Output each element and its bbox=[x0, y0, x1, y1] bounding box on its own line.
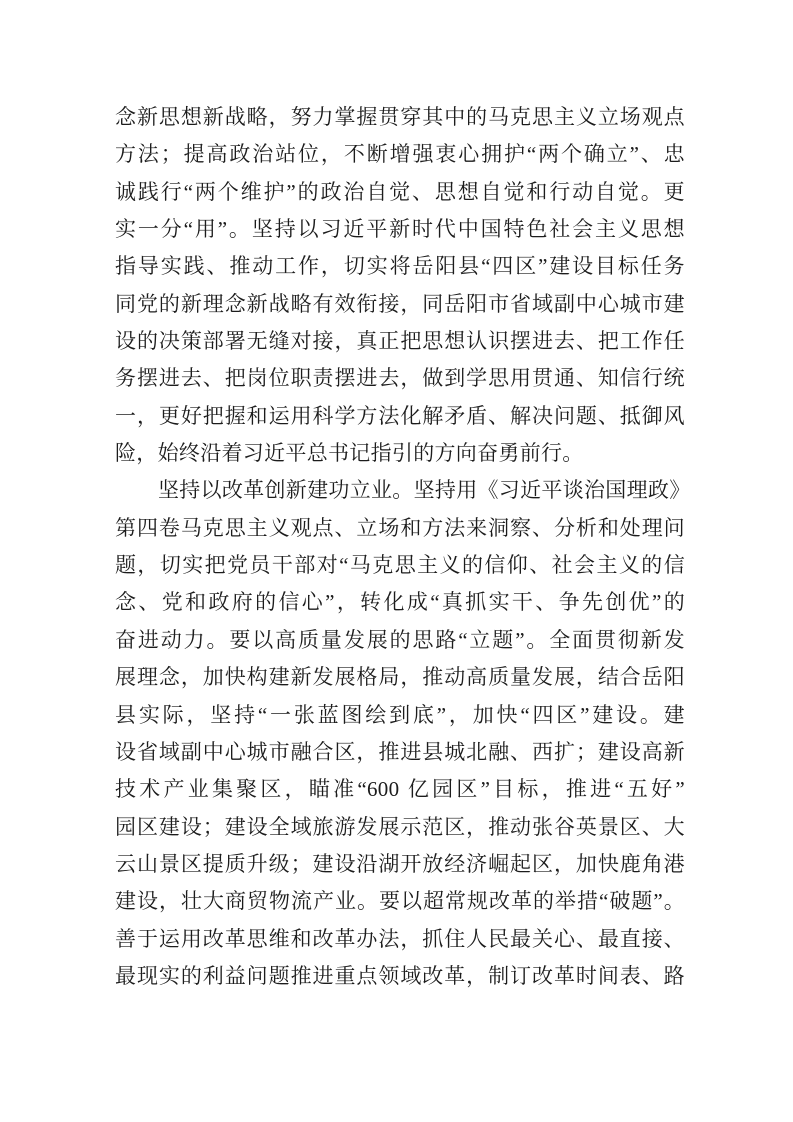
text-line: 善于运用改革思维和改革办法，抓住人民最关心、最直接、 bbox=[115, 926, 685, 951]
text-line: 险，始终沿着习近平总书记指引的方向奋勇前行。 bbox=[115, 441, 584, 466]
text-line: 务摆进去、把岗位职责摆进去，做到学思用贯通、知信行统 bbox=[115, 366, 685, 391]
text-line: 技术产业集聚区，瞄准“600 亿园区”目标，推进“五好” bbox=[115, 777, 685, 802]
document-body bbox=[115, 99, 691, 995]
text-line: 最现实的利益问题推进重点领域改革，制订改革时间表、路 bbox=[115, 963, 685, 988]
text-line: 念、党和政府的信心”，转化成“真抓实干、争先创优”的 bbox=[115, 590, 685, 615]
text-line: 云山景区提质升级；建设沿湖开放经济崛起区，加快鹿角港 bbox=[115, 851, 685, 876]
text-line: 同党的新理念新战略有效衔接，同岳阳市省域副中心城市建 bbox=[115, 291, 685, 316]
text-line: 建设，壮大商贸物流产业。要以超常规改革的举措“破题”。 bbox=[115, 889, 685, 914]
text-line: 坚持以改革创新建功立业。坚持用《习近平谈治国理政》 bbox=[158, 478, 691, 503]
text-line: 实一分“用”。坚持以习近平新时代中国特色社会主义思想 bbox=[115, 217, 685, 242]
text-line: 指导实践、推动工作，切实将岳阳县“四区”建设目标任务 bbox=[115, 254, 685, 279]
text-line: 念新思想新战略，努力掌握贯穿其中的马克思主义立场观点 bbox=[115, 105, 685, 129]
text-line: 诚践行“两个维护”的政治自觉、思想自觉和行动自觉。更 bbox=[115, 179, 685, 204]
text-line: 一，更好把握和运用科学方法化解矛盾、解决问题、抵御风 bbox=[115, 403, 685, 428]
text-line: 第四卷马克思主义观点、立场和方法来洞察、分析和处理问 bbox=[115, 515, 685, 540]
text-line: 县实际，坚持“一张蓝图绘到底”，加快“四区”建设。建 bbox=[115, 702, 685, 727]
paragraph bbox=[115, 99, 685, 472]
text-line: 园区建设；建设全域旅游发展示范区，推动张谷英景区、大 bbox=[115, 814, 685, 839]
paragraph bbox=[115, 472, 691, 995]
text-line: 题，切实把党员干部对“马克思主义的信仰、社会主义的信 bbox=[115, 553, 685, 578]
text-line: 设省域副中心城市融合区，推进县城北融、西扩；建设高新 bbox=[115, 739, 685, 764]
text-line: 展理念，加快构建新发展格局，推动高质量发展，结合岳阳 bbox=[115, 665, 685, 690]
text-line: 方法；提高政治站位，不断增强衷心拥护“两个确立”、忠 bbox=[115, 142, 685, 167]
text-line: 奋进动力。要以高质量发展的思路“立题”。全面贯彻新发 bbox=[115, 627, 685, 652]
text-line: 设的决策部署无缝对接，真正把思想认识摆进去、把工作任 bbox=[115, 329, 685, 354]
